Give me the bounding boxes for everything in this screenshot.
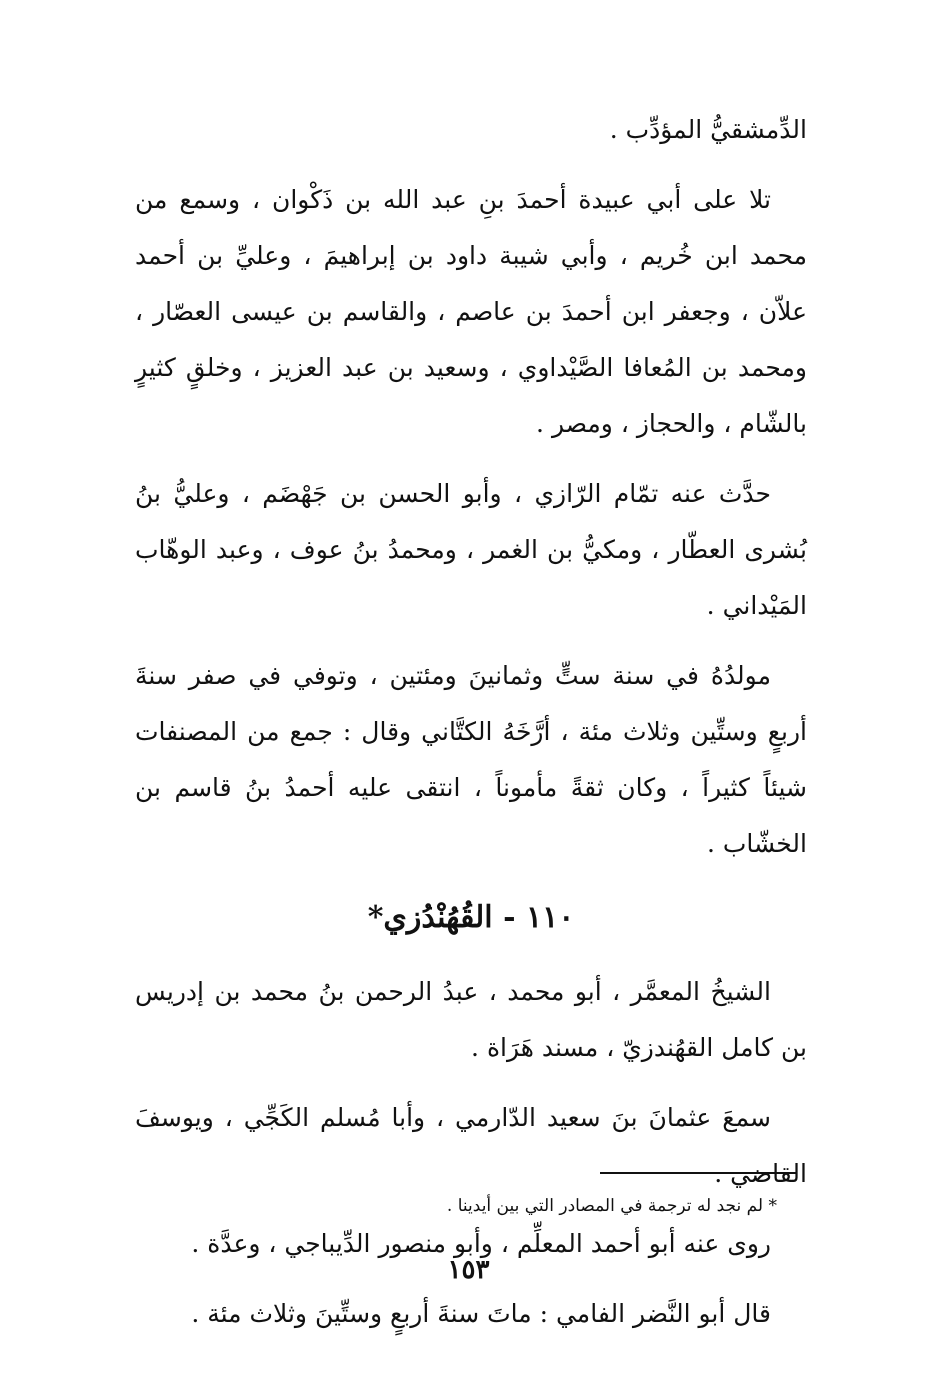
page-body: [135, 102, 807, 1342]
students-paragraph: حدَّث عنه تمّام الرّازي ، وأبو الحسن بن جَهْضَم ، وعليُّ بنُ بُشرى العطّار ، ومكيُّ بن الغمر ، ومحمدُ بنُ عوف ، وعبد الوهّاب المَيْداني .: [135, 479, 807, 620]
birth-death-paragraph: مولدُهُ في سنة ستٍّ وثمانينَ ومئتين ، وتوفي في صفر سنةَ أربعٍ وستِّين وثلاث مئة ، أرَّخَهُ الكتَّاني وقال : جمع من المصنفات شيئاً كثيراً ، وكان ثقةً مأموناً ، انتقى عليه أحمدُ بنُ قاسم بن الخشّاب .: [135, 661, 807, 858]
entry-intro-paragraph: الشيخُ المعمَّر ، أبو محمد ، عبدُ الرحمن بنُ محمد بن إدريس بن كامل القهُندزيّ ، مسند هَرَاة .: [135, 977, 807, 1062]
footnote: * لم نجد له ترجمة في المصادر التي بين أيدينا .: [446, 1196, 777, 1216]
entry-heading: ١١٠ - القُهُنْدُزي*: [367, 900, 575, 935]
teachers-paragraph: تلا على أبي عبيدة أحمدَ بنِ عبد الله بن ذَكْوان ، وسمع من محمد ابن خُريم ، وأبي شيبة داود بن إبراهيمَ ، وعليِّ بن أحمد علاّن ، وجعفر ابن أحمدَ بن عاصم ، والقاسم بن عيسى العصّار ، ومحمد بن المُعافا الصَّيْداوي ، وسعيد بن عبد العزيز ، وخلقٍ كثيرٍ بالشّام ، والحجاز ، ومصر .: [135, 185, 807, 438]
page-number: ١٥٣: [447, 1255, 490, 1285]
death-paragraph: قال أبو النَّضر الفامي : ماتَ سنةَ أربعٍ وستِّينَ وثلاث مئة .: [191, 1299, 771, 1328]
entry-continuation-line: الدِّمشقيُّ المؤدِّب .: [609, 115, 807, 144]
narrated-by-paragraph: روى عنه أبو أحمد المعلِّم ، وأبو منصور الدِّيباجي ، وعدَّة .: [191, 1229, 771, 1258]
heard-from-paragraph: سمعَ عثمانَ بنَ سعيد الدّارمي ، وأبا مُسلم الكَجِّي ، ويوسفَ القاضي .: [135, 1103, 807, 1188]
footnote-divider: [600, 1172, 796, 1174]
